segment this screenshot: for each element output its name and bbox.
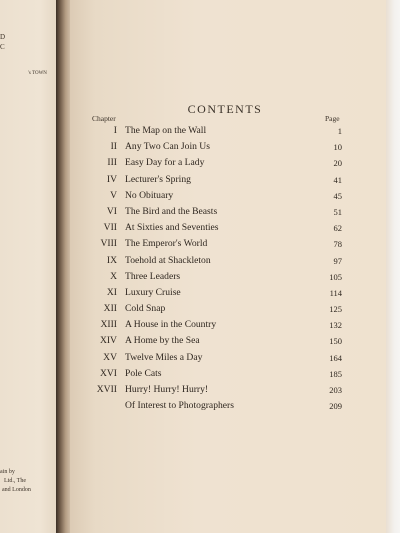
chapter-number: XVII xyxy=(96,384,117,395)
page-number: 1 xyxy=(337,126,342,136)
page-column-heading: Page xyxy=(325,114,340,123)
chapter-number: IX xyxy=(106,254,117,266)
left-page-fragment: ain by xyxy=(0,469,15,475)
chapter-title: Easy Day for a Lady xyxy=(125,157,205,169)
page-number: 10 xyxy=(333,142,342,153)
chapter-title: A Home by the Sea xyxy=(125,335,200,347)
chapter-number: XI xyxy=(106,286,117,298)
page-number: 20 xyxy=(333,158,342,169)
page-number: 125 xyxy=(329,304,342,315)
chapter-number: XII xyxy=(103,303,117,315)
left-page-fragment: Ltd., The xyxy=(4,478,27,484)
toc-row xyxy=(80,287,350,303)
chapter-number: V xyxy=(110,189,117,201)
toc-row xyxy=(80,303,350,319)
chapter-number: X xyxy=(110,270,117,282)
page-number: 164 xyxy=(329,352,342,363)
left-page-fragment: 's TOWN xyxy=(28,71,47,76)
toc-row xyxy=(80,125,350,141)
page-number: 185 xyxy=(329,368,342,379)
page-number: 51 xyxy=(333,206,342,217)
toc-row xyxy=(80,319,350,335)
toc-row xyxy=(80,352,350,368)
page-number: 78 xyxy=(333,239,342,250)
toc-row xyxy=(80,255,350,271)
page-number: 41 xyxy=(333,174,342,185)
chapter-title: A House in the Country xyxy=(125,319,217,331)
chapter-number: XIII xyxy=(100,319,117,331)
toc-row xyxy=(80,141,350,157)
left-page-fragment: D xyxy=(0,33,6,41)
chapter-number: I xyxy=(113,125,117,136)
page-number: 203 xyxy=(329,385,342,395)
page-edge xyxy=(386,0,400,533)
chapter-title: Lecturer's Spring xyxy=(125,173,191,185)
chapter-title: Hurry! Hurry! Hurry! xyxy=(125,384,209,395)
page-number: 209 xyxy=(329,401,342,412)
page-number: 132 xyxy=(329,320,342,331)
left-page-fragment: and London xyxy=(2,487,31,493)
chapter-title: The Emperor's World xyxy=(125,238,208,250)
page-number: 105 xyxy=(329,271,342,282)
chapter-number: XVI xyxy=(99,367,117,379)
page-number: 114 xyxy=(329,287,342,298)
chapter-number: III xyxy=(107,157,117,169)
chapter-title: The Map on the Wall xyxy=(125,125,207,136)
contents-list xyxy=(80,125,350,416)
page-title: CONTENTS xyxy=(187,102,263,116)
toc-row xyxy=(80,174,350,190)
toc-row xyxy=(80,368,350,384)
chapter-title: Three Leaders xyxy=(125,270,181,282)
toc-row xyxy=(80,206,350,222)
toc-row xyxy=(80,400,350,416)
chapter-number: II xyxy=(110,141,117,153)
chapter-title: No Obituary xyxy=(125,189,174,201)
chapter-number: IV xyxy=(106,173,117,185)
page-number: 97 xyxy=(333,255,342,266)
chapter-title: Luxury Cruise xyxy=(125,286,181,298)
chapter-number: VI xyxy=(106,205,117,217)
chapter-number: XV xyxy=(103,351,117,363)
chapter-title: Any Two Can Join Us xyxy=(125,141,210,153)
chapter-number: XIV xyxy=(99,335,117,347)
chapter-number: VIII xyxy=(100,238,117,250)
toc-row xyxy=(80,384,350,400)
toc-row xyxy=(80,190,350,206)
page-number: 62 xyxy=(333,223,342,234)
left-page xyxy=(0,0,58,533)
page-number: 150 xyxy=(329,336,342,347)
chapter-title: Cold Snap xyxy=(125,303,166,315)
toc-row xyxy=(80,222,350,238)
chapter-title: The Bird and the Beasts xyxy=(125,205,218,217)
chapter-title: Twelve Miles a Day xyxy=(125,351,203,363)
toc-row xyxy=(80,335,350,351)
toc-row xyxy=(80,271,350,287)
chapter-title: At Sixties and Seventies xyxy=(125,222,219,234)
chapter-title: Of Interest to Photographers xyxy=(125,400,234,412)
chapter-title: Pole Cats xyxy=(125,367,162,379)
toc-row xyxy=(80,157,350,173)
left-page-fragment: C xyxy=(0,43,5,51)
chapter-number: VII xyxy=(103,222,117,234)
chapter-column-heading: Chapter xyxy=(92,114,116,123)
chapter-title: Toehold at Shackleton xyxy=(125,254,211,266)
page-number: 45 xyxy=(333,190,342,201)
toc-row xyxy=(80,238,350,254)
